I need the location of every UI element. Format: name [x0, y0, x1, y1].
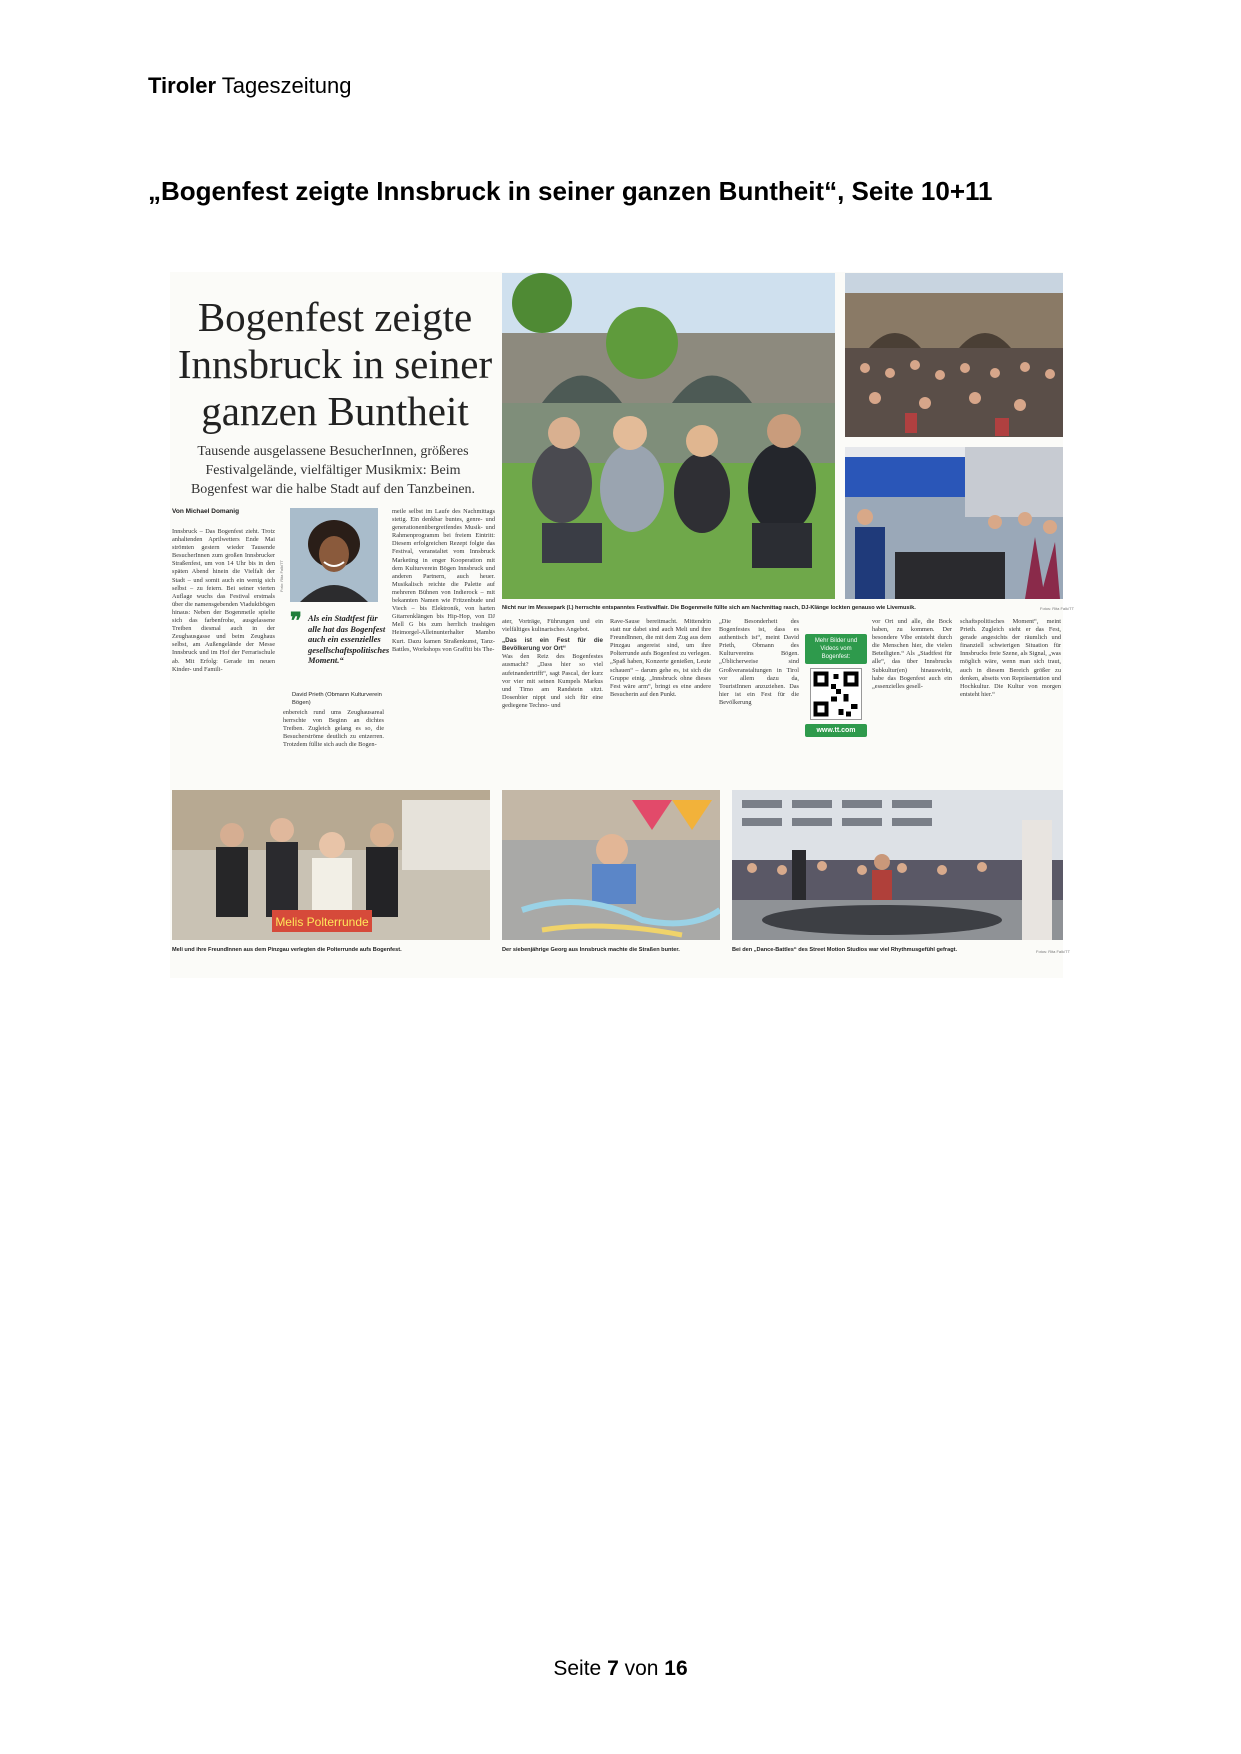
- caption-bottom-2: Der siebenjährige Georg aus Innsbruck machte die Straßen bunter.: [502, 947, 680, 953]
- sign-text: Melis Polterrunde: [275, 915, 369, 929]
- page-headline: „Bogenfest zeigte Innsbruck in seiner ganzen Buntheit“, Seite 10+11: [148, 176, 993, 206]
- publication-name-bold: Tiroler: [148, 73, 217, 98]
- photo-messepark-group: [502, 273, 835, 599]
- article-column-6: „Die Besonderheit des Bogenfestes ist, dass es authentisch ist“, meint David Prieth, Obmann des Kulturvereins Bögen. „Üblicherweise sind Großveranstaltungen in Tirol vor allem dazu da, TouristInnen anzuziehen. Das hier ist ein Fest für die Bevölkerung: [719, 618, 799, 706]
- footer-page-number: 7: [607, 1657, 619, 1680]
- newspaper-clipping: [170, 272, 1075, 978]
- caption-top-photos: Nicht nur im Messepark (l.) herrschte entspanntes Festivalflair. Die Bogenmeile füllte sich am Nachmittag rasch, DJ-Klänge lockten genauso wie Livemusik.: [502, 605, 916, 611]
- photo-polterrunde: [172, 790, 490, 940]
- footer-middle: von: [624, 1657, 659, 1680]
- portrait-photo: [290, 508, 378, 602]
- article-column-5: Rave-Sause bereitmacht. Mittendrin statt nur dabei sind auch Meli und ihre FreundInnen, die mit dem Zug aus dem Pinzgau angereist sind, um ihre Polterrunde aufs Bogenfest zu verlegen. „Spaß haben, Konzerte genießen, Leute schauen“ – darum gehe es, ist sich die Gruppe einig. „Innsbruck ohne dieses Fest wäre arm“, bringt es eine andere Besucherin auf den Punkt.: [610, 618, 711, 698]
- article-column-1: Innsbruck – Das Bogenfest zieht. Trotz anhaltenden Aprilwetters Ende Mai strömten gestern wieder Tausende BesucherInnen zum großen Innsbrucker Straßenfest, um von 14 Uhr bis in den späten Abend hinein die Vielfalt der Stadt – und somit auch ein wenig sich selbst – zu feiern. Bei seiner vierten Auflage wuchs das Festival erstmals über die namensgebenden Viaduktbögen hinaus: Neben der Bogenmeile spielte sich das farbenfrohe, ausgelassene Treiben diesmal auch in der Zeughausgasse und beim Zeughaus selbst, am Außengelände der Messe Innsbruck und im Hof der Ferrarischule ab. Mit Erfolg: Gerade im neuen Kinder- und Famili-: [172, 528, 275, 673]
- publication-name: [148, 73, 351, 99]
- photo-dance-battle: [732, 790, 1063, 940]
- article-byline: Von Michael Domanig: [172, 508, 240, 515]
- photo-bogenmeile-crowd: [845, 273, 1063, 437]
- article-column-3: meile selbst im Laufe des Nachmittags stetig. Ein denkbar buntes, genre- und generationenübergreifendes Musik- und Rahmenprogramm bei freiem Eintritt: Diesem erfolgreichen Rezept folgte das Festival, veranstaltet vom Innsbruck Marketing in enger Kooperation mit dem Kulturverein Bögen Innsbruck und anderen Partnern, auch heuer. Musikalisch reichte die Palette auf mehreren Bühnen von Indierock – mit bekannten Namen wie Fritzenbude und Viech – bis Elektronik, von harten Gitarrenklängen bis Hip-Hop, von DJ Mell G bis zum herrlich trashigen Heimorgel-Alleinunterhalter Mambo Kurt. Dazu kamen Straßenkunst, Tanz-Battles, Workshops von Graffiti bis The-: [392, 508, 495, 653]
- article-column-4: [502, 618, 603, 768]
- quote-author: David Prieth (Obmann Kulturverein Bögen): [292, 692, 382, 706]
- publication-name-rest: Tageszeitung: [221, 73, 352, 98]
- photo-kid-chalk: [502, 790, 720, 940]
- caption-bottom-3: Bei den „Dance-Battles“ des Street Motion Studios war viel Rhythmusgefühl gefragt.: [732, 947, 958, 953]
- quote-mark-icon: ❞: [290, 608, 302, 633]
- photo-credit-bottom: Fotos: Rita Falk/TT: [1036, 949, 1071, 954]
- page-footer: [0, 1657, 1241, 1681]
- qr-code-icon[interactable]: [810, 668, 862, 720]
- promo-text: Mehr Bilder und Videos vom Bogenfest:: [805, 634, 867, 664]
- promo-box: [805, 634, 867, 764]
- article-subtitle: Tausende ausgelassene BesucherInnen, größeres Festivalgelände, vielfältiger Musikmix: Beim Bogenfest war die halbe Stadt auf den Tanzbeinen.: [190, 444, 476, 497]
- promo-link[interactable]: www.tt.com: [805, 724, 867, 737]
- photo-dj-stage: [845, 447, 1063, 599]
- article-subheading: „Das ist ein Fest für die Bevölkerung vor Ort“: [502, 637, 603, 653]
- portrait-credit: Foto: Rita Falk/TT: [279, 559, 284, 592]
- article-column-4-rest: Was den Reiz des Bogenfestes ausmacht? „Dass hier so viel aufeinandertrifft“, sagt Pascal, der kurz vor vier mit seinen Kumpels Markus und Timo am Randstein sitzt. Dosenbier nippt und sich für eine gediegene Techno- und: [502, 653, 603, 709]
- photo-credit-top: Fotos: Rita Falk/TT: [1040, 606, 1075, 611]
- article-title-line-1: Bogenfest zeigte: [197, 294, 473, 340]
- article-title-line-2: Innsbruck in seiner: [177, 341, 493, 387]
- article-column-2: enbereich rund ums Zeughausareal herrschte von Beginn an dichtes Treiben. Zugleich gelang es so, die Besucherströme deutlich zu entzerren. Trotzdem füllte sich auch die Bogen-: [283, 709, 384, 749]
- article-column-7: vor Ort und alle, die Bock haben, zu kommen. Der besondere Vibe entsteht durch die Menschen hier, die vielen Beteiligten.“ Als „Stadtfest für alle“, das über Innsbrucks Subkultur(en) hinauswirkt, habe das Bogenfest auch ein „essenzielles gesell-: [872, 618, 952, 690]
- article-title: [170, 294, 500, 435]
- article-column-8: schaftspolitisches Moment“, meint Prieth. Zugleich sieht er das Fest, gerade angesichts der räumlich und finanziell schwierigen Situation für Innsbrucks freie Szene, als Signal, „was möglich wäre, wenn man sich traut, auch in diesem Bereich größer zu denken, abseits von Repräsentation und Hochkultur. Die Kultur von morgen entsteht hier.“: [960, 618, 1061, 698]
- article-title-line-3: ganzen Buntheit: [201, 388, 469, 434]
- article-column-4-text: ater, Vorträge, Führungen und ein vielfältiges kulinarisches Angebot.: [502, 618, 603, 634]
- caption-bottom-1: Meli und ihre FreundInnen aus dem Pinzgau verlegten die Polterrunde aufs Bogenfest.: [172, 947, 402, 953]
- pull-quote: Als ein Stadtfest für alle hat das Bogenfest auch ein essenzielles gesellschaftspolitisches Moment.“: [308, 613, 390, 665]
- footer-prefix: Seite: [553, 1657, 602, 1680]
- footer-total-pages: 16: [664, 1657, 688, 1680]
